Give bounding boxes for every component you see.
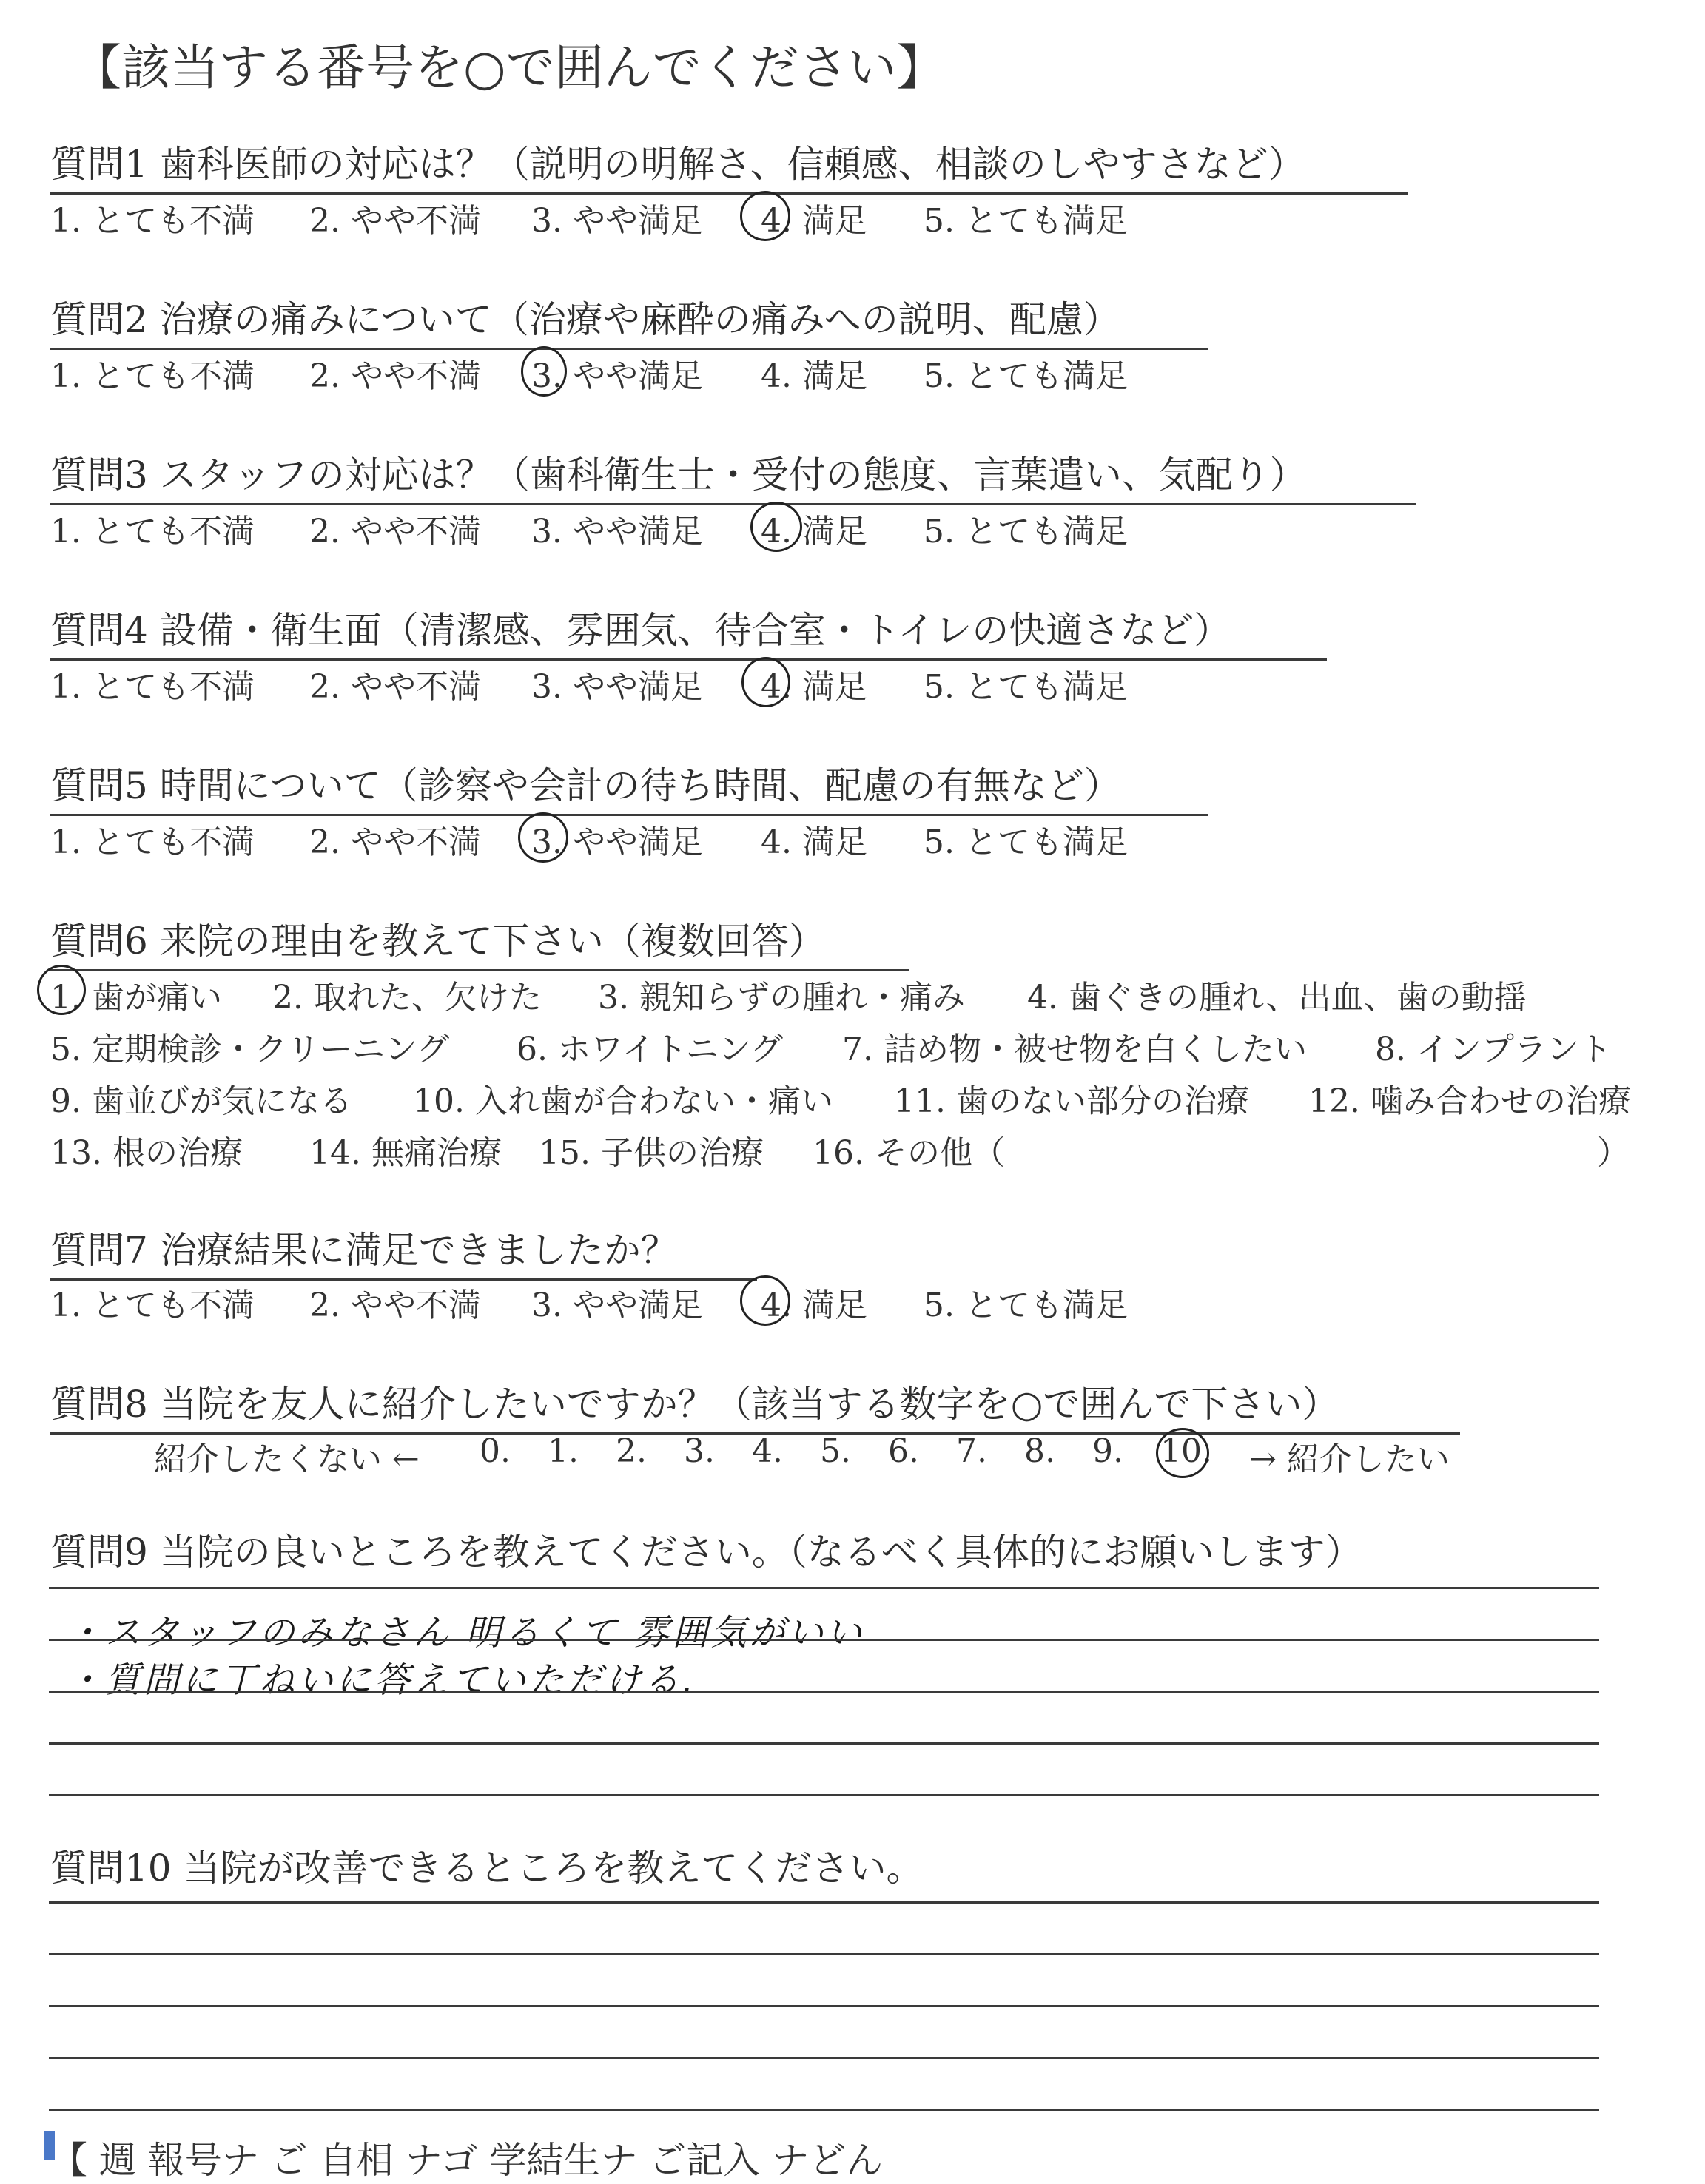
q7-option-4[interactable]: 4. 満足 bbox=[761, 1287, 867, 1324]
q4-option-4[interactable]: 4. 満足 bbox=[761, 668, 867, 706]
q7-option-5[interactable]: 5. とても満足 bbox=[924, 1287, 1128, 1324]
question-7-label: 質問7 治療結果に満足できましたか？ bbox=[50, 1221, 757, 1281]
q9-answer-line-2 bbox=[49, 1639, 1599, 1641]
q8-number-6[interactable]: 6. bbox=[888, 1432, 919, 1470]
q8-number-1[interactable]: 1. bbox=[548, 1432, 579, 1470]
q6-option-7[interactable]: 7. 詰め物・被せ物を白くしたい bbox=[842, 1031, 1307, 1068]
q8-number-5[interactable]: 5. bbox=[820, 1432, 851, 1470]
q1-selected-circle bbox=[740, 191, 790, 241]
q8-selected-circle bbox=[1156, 1428, 1209, 1478]
q2-option-2[interactable]: 2. やや不満 bbox=[309, 357, 481, 395]
q5-option-3[interactable]: 3. やや満足 bbox=[531, 823, 703, 861]
q8-number-7[interactable]: 7. bbox=[956, 1432, 987, 1470]
q8-number-9[interactable]: 9. bbox=[1092, 1432, 1123, 1470]
q6-selected-circle bbox=[37, 965, 86, 1015]
q2-option-1[interactable]: 1. とても不満 bbox=[50, 357, 255, 395]
question-6-label: 質問6 来院の理由を教えて下さい（複数回答） bbox=[50, 911, 909, 971]
q6-option-15[interactable]: 15. 子供の治療 bbox=[539, 1134, 764, 1172]
q9-handwritten-answer-1: ・スタッフのみなさん 明るくて 雰囲気がいい bbox=[67, 1612, 865, 1654]
q1-option-5[interactable]: 5. とても満足 bbox=[924, 202, 1128, 240]
q7-selected-circle bbox=[740, 1275, 790, 1326]
q9-answer-line-4 bbox=[49, 1742, 1599, 1745]
q5-option-2[interactable]: 2. やや不満 bbox=[309, 823, 481, 861]
q1-option-4[interactable]: 4. 満足 bbox=[761, 202, 867, 240]
q6-option-10[interactable]: 10. 入れ歯が合わない・痛い bbox=[413, 1082, 833, 1120]
q4-option-1[interactable]: 1. とても不満 bbox=[50, 668, 255, 706]
question-3-label: 質問3 スタッフの対応は？（歯科衛生士・受付の態度、言葉遣い、気配り） bbox=[50, 445, 1416, 505]
q6-option-8[interactable]: 8. インプラント bbox=[1375, 1031, 1612, 1068]
q5-selected-circle bbox=[518, 812, 568, 863]
q3-option-2[interactable]: 2. やや不満 bbox=[309, 513, 481, 550]
q7-option-1[interactable]: 1. とても不満 bbox=[50, 1287, 255, 1324]
question-4-label: 質問4 設備・衛生面（清潔感、雰囲気、待合室・トイレの快適さなど） bbox=[50, 601, 1327, 661]
question-9-label: 質問9 当院の良いところを教えてください。（なるべく具体的にお願いします） bbox=[50, 1531, 1362, 1574]
q4-option-5[interactable]: 5. とても満足 bbox=[924, 668, 1128, 706]
q8-number-4[interactable]: 4. bbox=[752, 1432, 783, 1470]
q6-option-13[interactable]: 13. 根の治療 bbox=[50, 1134, 243, 1172]
q6-option-9[interactable]: 9. 歯並びが気になる bbox=[50, 1082, 352, 1120]
q6-option-4[interactable]: 4. 歯ぐきの腫れ、出血、歯の動揺 bbox=[1027, 979, 1527, 1017]
question-10-label: 質問10 当院が改善できるところを教えてください。 bbox=[50, 1847, 924, 1890]
q2-option-5[interactable]: 5. とても満足 bbox=[924, 357, 1128, 395]
q9-answer-line-3 bbox=[49, 1691, 1599, 1693]
q1-option-1[interactable]: 1. とても不満 bbox=[50, 202, 255, 240]
q10-answer-line-2 bbox=[49, 1953, 1599, 1955]
q9-answer-line-1 bbox=[49, 1587, 1599, 1589]
q6-option-3[interactable]: 3. 親知らずの腫れ・痛み bbox=[598, 979, 965, 1017]
q4-option-2[interactable]: 2. やや不満 bbox=[309, 668, 481, 706]
q8-number-0[interactable]: 0. bbox=[480, 1432, 511, 1470]
q6-option-14[interactable]: 14. 無痛治療 bbox=[309, 1134, 502, 1172]
q1-option-2[interactable]: 2. やや不満 bbox=[309, 202, 481, 240]
q8-right-label: → 紹介したい bbox=[1249, 1440, 1450, 1478]
q9-handwritten-answer-2: ・質問に丁ねいに答えていただける. bbox=[67, 1659, 697, 1701]
q4-selected-circle bbox=[741, 657, 790, 707]
q2-selected-circle bbox=[521, 346, 567, 397]
q5-option-5[interactable]: 5. とても満足 bbox=[924, 823, 1128, 861]
q10-answer-line-4 bbox=[49, 2057, 1599, 2059]
q6-other-close-paren: ） bbox=[1597, 1134, 1630, 1172]
q10-answer-line-1 bbox=[49, 1901, 1599, 1904]
q3-option-3[interactable]: 3. やや満足 bbox=[531, 513, 703, 550]
footer-cut-text: 【 週 報号ナ ご 自相 ナゴ 学結生ナ ご記入 ナどん bbox=[50, 2139, 884, 2182]
q10-answer-line-5 bbox=[49, 2109, 1599, 2111]
question-1-label: 質問1 歯科医師の対応は？（説明の明解さ、信頼感、相談のしやすさなど） bbox=[50, 135, 1408, 195]
q3-selected-circle bbox=[750, 502, 802, 552]
q6-option-1[interactable]: 1. 歯が痛い bbox=[50, 979, 222, 1017]
q6-option-5[interactable]: 5. 定期検診・クリーニング bbox=[50, 1031, 450, 1068]
q6-option-16[interactable]: 16. その他（ bbox=[813, 1134, 1005, 1172]
q7-option-3[interactable]: 3. やや満足 bbox=[531, 1287, 703, 1324]
q5-option-4[interactable]: 4. 満足 bbox=[761, 823, 867, 861]
question-5-label: 質問5 時間について（診察や会計の待ち時間、配慮の有無など） bbox=[50, 756, 1208, 816]
q7-option-2[interactable]: 2. やや不満 bbox=[309, 1287, 481, 1324]
q2-option-4[interactable]: 4. 満足 bbox=[761, 357, 867, 395]
q8-number-10[interactable]: 10. bbox=[1160, 1432, 1212, 1470]
q6-option-11[interactable]: 11. 歯のない部分の治療 bbox=[894, 1082, 1249, 1120]
q3-option-1[interactable]: 1. とても不満 bbox=[50, 513, 255, 550]
q8-left-label: 紹介したくない ← bbox=[154, 1440, 420, 1478]
q4-option-3[interactable]: 3. やや満足 bbox=[531, 668, 703, 706]
q10-answer-line-3 bbox=[49, 2005, 1599, 2007]
q5-option-1[interactable]: 1. とても不満 bbox=[50, 823, 255, 861]
question-8-label: 質問8 当院を友人に紹介したいですか？（該当する数字を○で囲んで下さい） bbox=[50, 1375, 1460, 1435]
q8-number-8[interactable]: 8. bbox=[1024, 1432, 1055, 1470]
q6-option-12[interactable]: 12. 噛み合わせの治療 bbox=[1308, 1082, 1631, 1120]
q2-option-3[interactable]: 3. やや満足 bbox=[531, 357, 703, 395]
q9-answer-line-5 bbox=[49, 1794, 1599, 1796]
q3-option-4[interactable]: 4. 満足 bbox=[761, 513, 867, 550]
page-title: 【該当する番号を○で囲んでください】 bbox=[73, 39, 946, 96]
q8-number-3[interactable]: 3. bbox=[684, 1432, 715, 1470]
q8-number-2[interactable]: 2. bbox=[616, 1432, 647, 1470]
q3-option-5[interactable]: 5. とても満足 bbox=[924, 513, 1128, 550]
q6-option-2[interactable]: 2. 取れた、欠けた bbox=[272, 979, 542, 1017]
question-2-label: 質問2 治療の痛みについて（治療や麻酔の痛みへの説明、配慮） bbox=[50, 290, 1208, 350]
q1-option-3[interactable]: 3. やや満足 bbox=[531, 202, 703, 240]
q6-option-6[interactable]: 6. ホワイトニング bbox=[517, 1031, 784, 1068]
